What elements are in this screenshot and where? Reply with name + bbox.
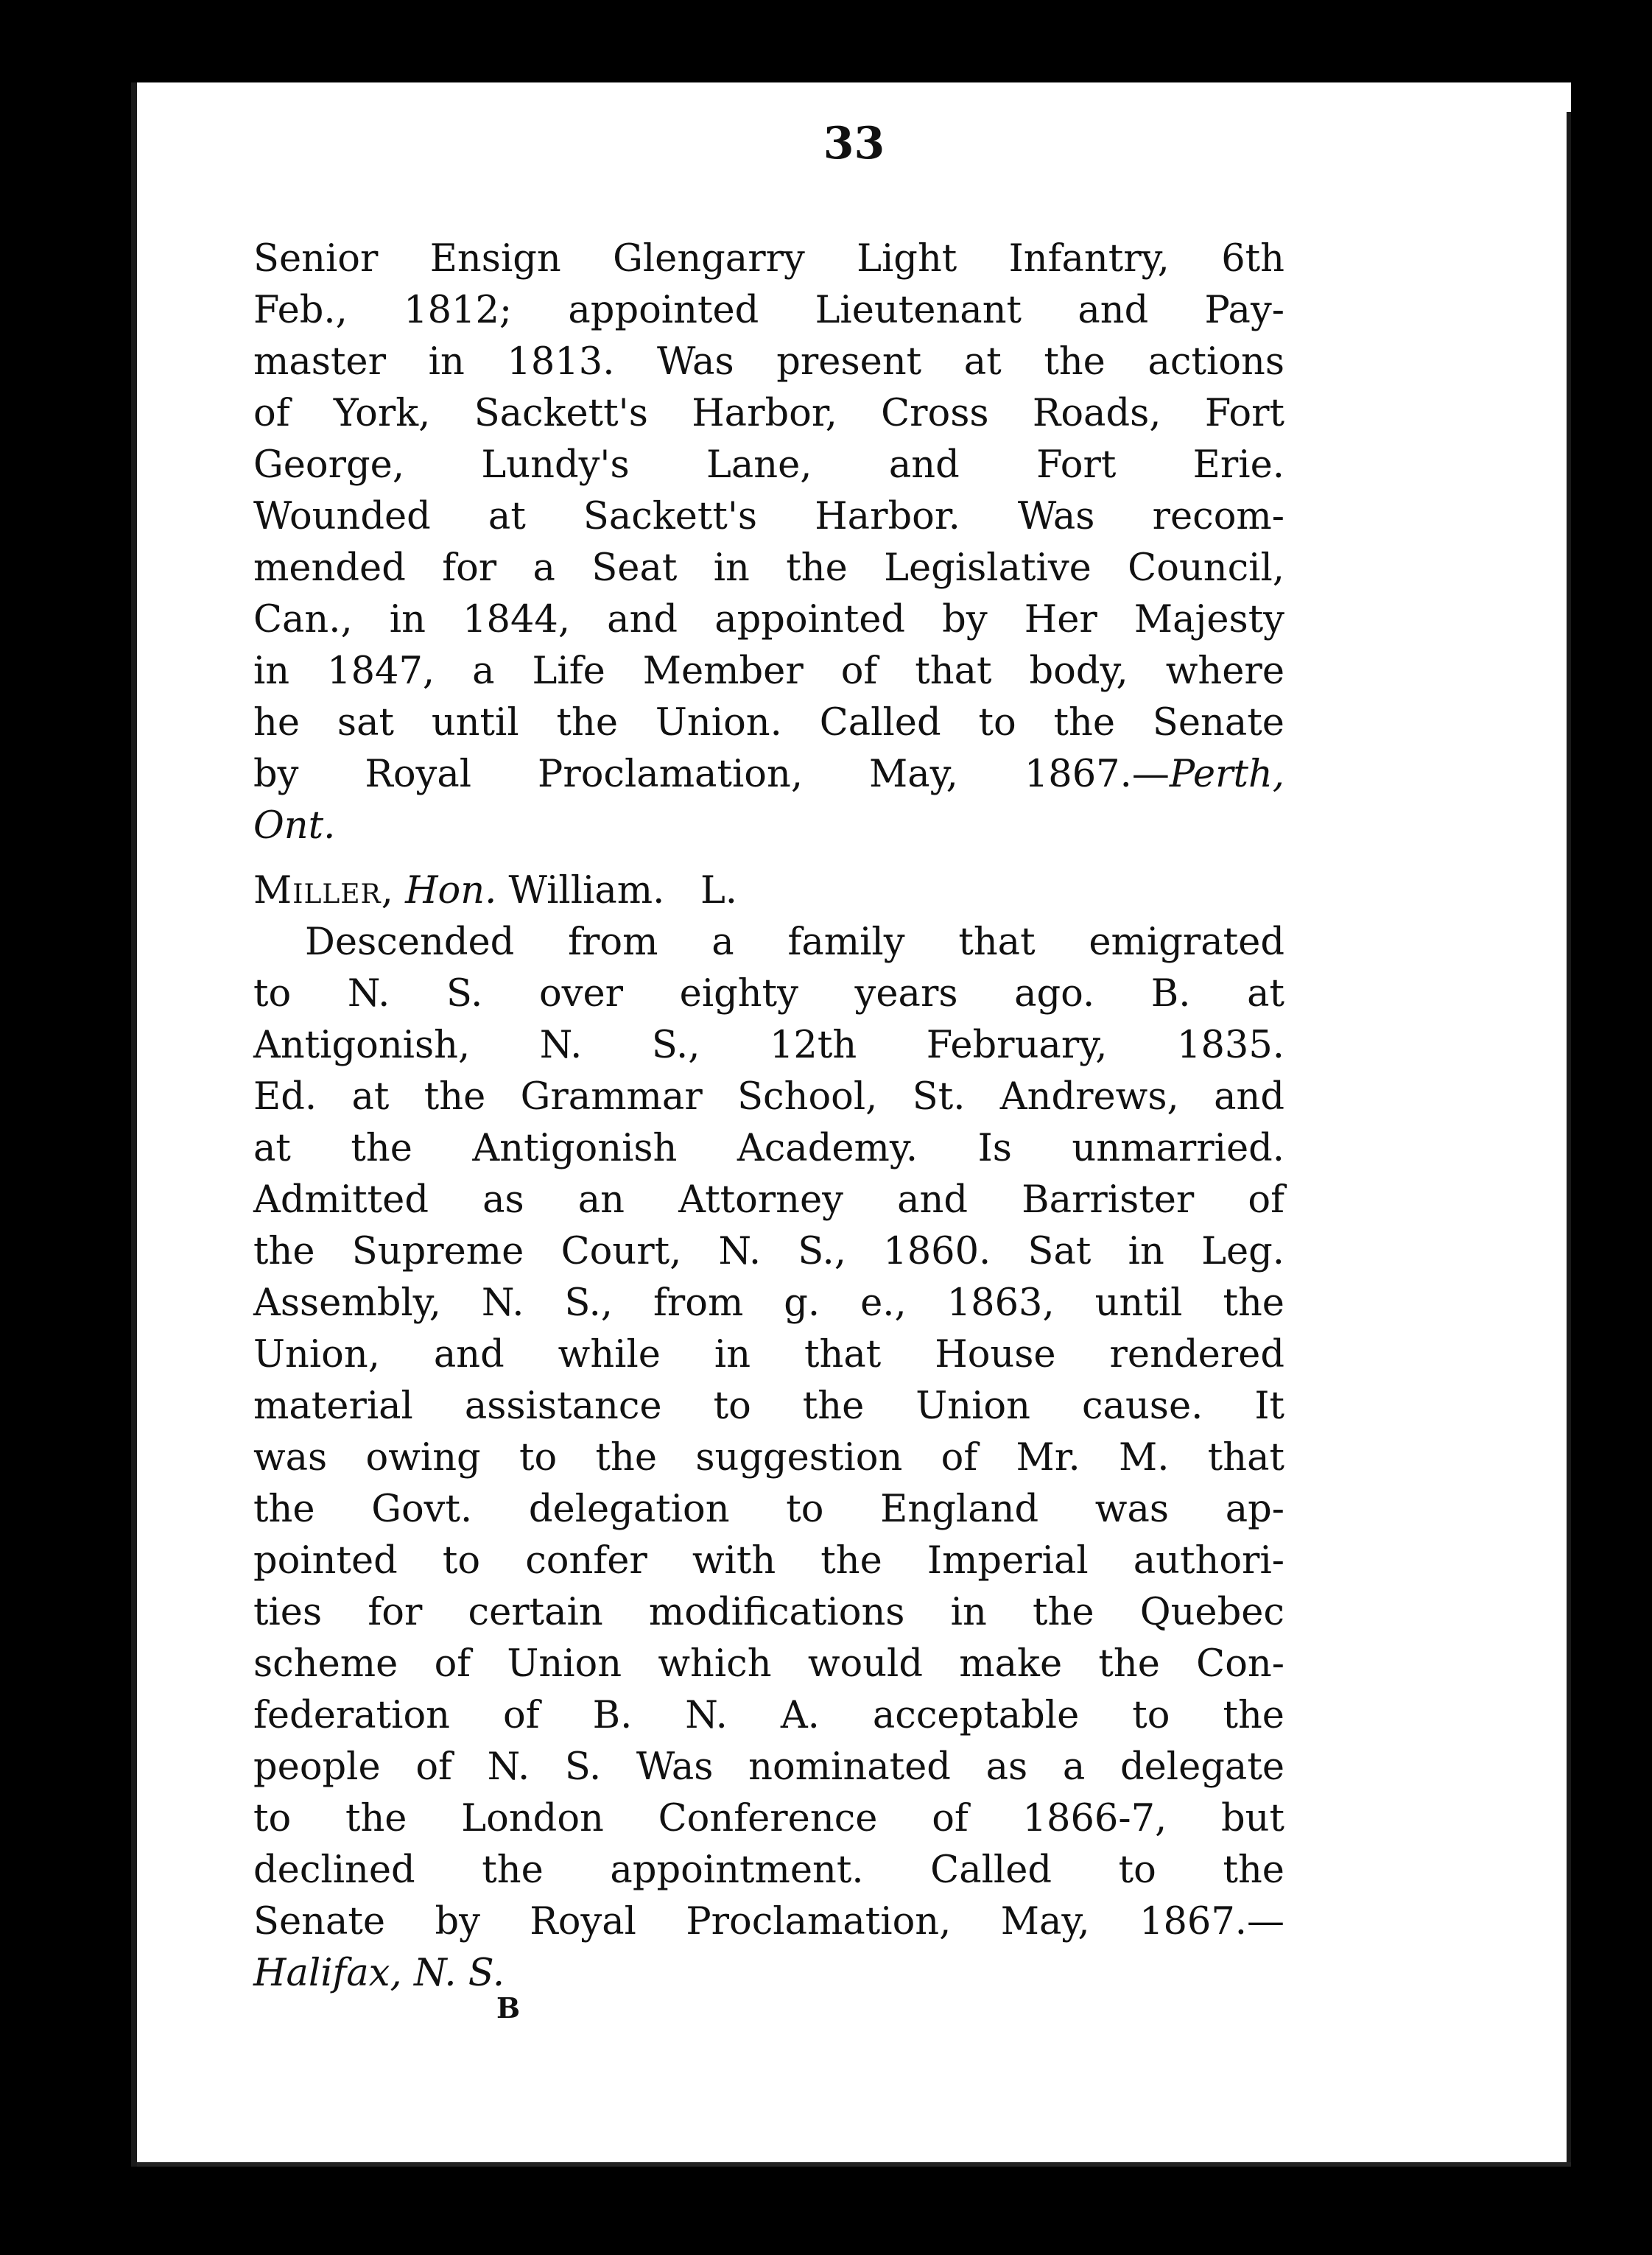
text-line: was owing to the suggestion of Mr. M. that	[253, 1436, 1284, 1480]
entry-honorific: Hon.	[405, 869, 497, 912]
text-line: declined the appointment. Called to the	[253, 1848, 1284, 1892]
continuation-paragraph	[253, 233, 1284, 852]
entry-biography	[253, 917, 1284, 1999]
place-name: Halifax, N. S.	[253, 1952, 505, 1995]
text-column	[253, 233, 1284, 1999]
book-page	[131, 82, 1571, 2167]
text-line: in 1847, a Life Member of that body, where	[253, 650, 1284, 693]
text-line: he sat until the Union. Called to the Senate	[253, 701, 1284, 745]
entry-heading: Miller, Hon. William. L.	[253, 869, 738, 912]
text-line: the Supreme Court, N. S., 1860. Sat in Leg.	[253, 1230, 1284, 1273]
text-line: Assembly, N. S., from g. e., 1863, until the	[253, 1281, 1284, 1325]
text-line: Admitted as an Attorney and Barrister of	[253, 1178, 1284, 1222]
text-line: the Govt. delegation to England was ap-	[253, 1488, 1284, 1531]
text-line: Ed. at the Grammar School, St. Andrews, and	[253, 1075, 1284, 1119]
entry-given-name: William.	[508, 869, 665, 912]
text-line: Union, and while in that House rendered	[253, 1333, 1284, 1376]
text-line: master in 1813. Was present at the actions	[253, 340, 1284, 384]
entry-surname: Miller	[253, 869, 382, 912]
text-line: of York, Sackett's Harbor, Cross Roads, Fort	[253, 392, 1284, 435]
text-line: Feb., 1812; appointed Lieutenant and Pay-	[253, 289, 1284, 332]
text-line: Senate by Royal Proclamation, May, 1867.—	[253, 1900, 1284, 1943]
text-line	[253, 801, 1284, 852]
text-line: federation of B. N. A. acceptable to the	[253, 1694, 1284, 1737]
place-name: Perth,	[1169, 753, 1284, 796]
text-line: scheme of Union which would make the Con-	[253, 1642, 1284, 1686]
page-bottom-edge	[137, 2162, 1571, 2167]
text-line: Wounded at Sackett's Harbor. Was recom-	[253, 495, 1284, 538]
text-line: at the Antigonish Academy. Is unmarried.	[253, 1127, 1284, 1170]
text-line: material assistance to the Union cause. It	[253, 1385, 1284, 1428]
text-line: George, Lundy's Lane, and Fort Erie.	[253, 443, 1284, 487]
text-line: mended for a Seat in the Legislative Council,	[253, 546, 1284, 590]
text-line	[253, 1948, 1284, 1999]
text-line: Antigonish, N. S., 12th February, 1835.	[253, 1024, 1284, 1067]
text-line: people of N. S. Was nominated as a delegate	[253, 1745, 1284, 1789]
page-number: 33	[823, 118, 885, 169]
text-line: pointed to confer with the Imperial authori-	[253, 1539, 1284, 1583]
text-line: ties for certain modifications in the Quebec	[253, 1591, 1284, 1634]
page-right-edge	[1567, 112, 1571, 2167]
text-line: Descended from a family that emigrated	[305, 921, 1284, 964]
signature-mark: B	[496, 1991, 521, 2024]
text-line: to the London Conference of 1866-7, but	[253, 1797, 1284, 1840]
text-line: to N. S. over eighty years ago. B. at	[253, 972, 1284, 1016]
entry-party-initial: L.	[700, 869, 738, 912]
text-line-with-place	[253, 749, 1284, 801]
text-line: Can., in 1844, and appointed by Her Majesty	[253, 598, 1284, 641]
text-line: by Royal Proclamation, May, 1867.—	[253, 753, 1170, 796]
text-line: Senior Ensign Glengarry Light Infantry, 6th	[253, 237, 1284, 281]
place-name-continued: Ont.	[253, 804, 336, 848]
